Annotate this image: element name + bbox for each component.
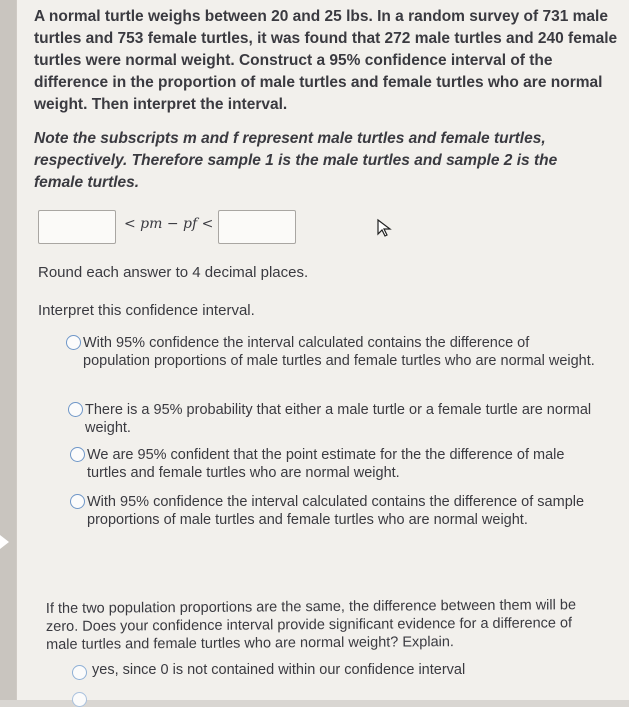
question-text: A normal turtle weighs between 20 and 25 lbs. In a random survey of 731 male turtles and 753 female turtles, it was found that 272 male turtles and 240 female turtles were normal weight. Construct a 95% confidence interval of the difference in the proportion of male turtles and female turtles who are normal weight. Then interpret the interval. [34, 8, 618, 113]
lower-bound-input[interactable] [38, 210, 116, 244]
option-label: With 95% confidence the interval calculated contains the difference of sample proportions of male turtles and female turtles who are normal weight. [87, 494, 585, 528]
right-arrow-icon[interactable] [0, 535, 9, 549]
radio-button[interactable] [70, 447, 85, 462]
interpret-prompt: Interpret this confidence interval. [38, 302, 255, 319]
radio-button[interactable] [66, 335, 81, 350]
mouse-pointer-icon [376, 218, 394, 238]
confidence-interval-row [38, 210, 338, 244]
radio-button[interactable] [72, 665, 87, 680]
option-label: yes, since 0 is not contained within our confidence interval [92, 662, 466, 678]
option-label: There is a 95% probability that either a male turtle or a female turtle are normal weight. [85, 402, 592, 436]
subscript-note: Note the subscripts m and f represent male turtles and female turtles, respectively. Therefore sample 1 is the male turtles and sample 2 is the female turtles. [34, 130, 558, 191]
radio-button[interactable] [68, 402, 83, 417]
side-strip [0, 0, 16, 700]
rounding-instruction: Round each answer to 4 decimal places. [38, 264, 309, 281]
interval-expression: < pm − pf < [124, 216, 214, 232]
option-label: We are 95% confident that the point estimate for the the difference of male turtles and female turtles who are normal weight. [87, 447, 565, 481]
followup-question: If the two population proportions are the same, the difference between them will be zero. Does your confidence interval provide significant evidence for a difference of male turtles and female turtles who are normal weight? Explain. [45, 597, 577, 653]
upper-bound-input[interactable] [218, 210, 296, 244]
radio-button[interactable] [70, 494, 85, 509]
option-label: With 95% confidence the interval calculated contains the difference of population proportions of male turtles and female turtles who are normal weight. [83, 335, 595, 369]
